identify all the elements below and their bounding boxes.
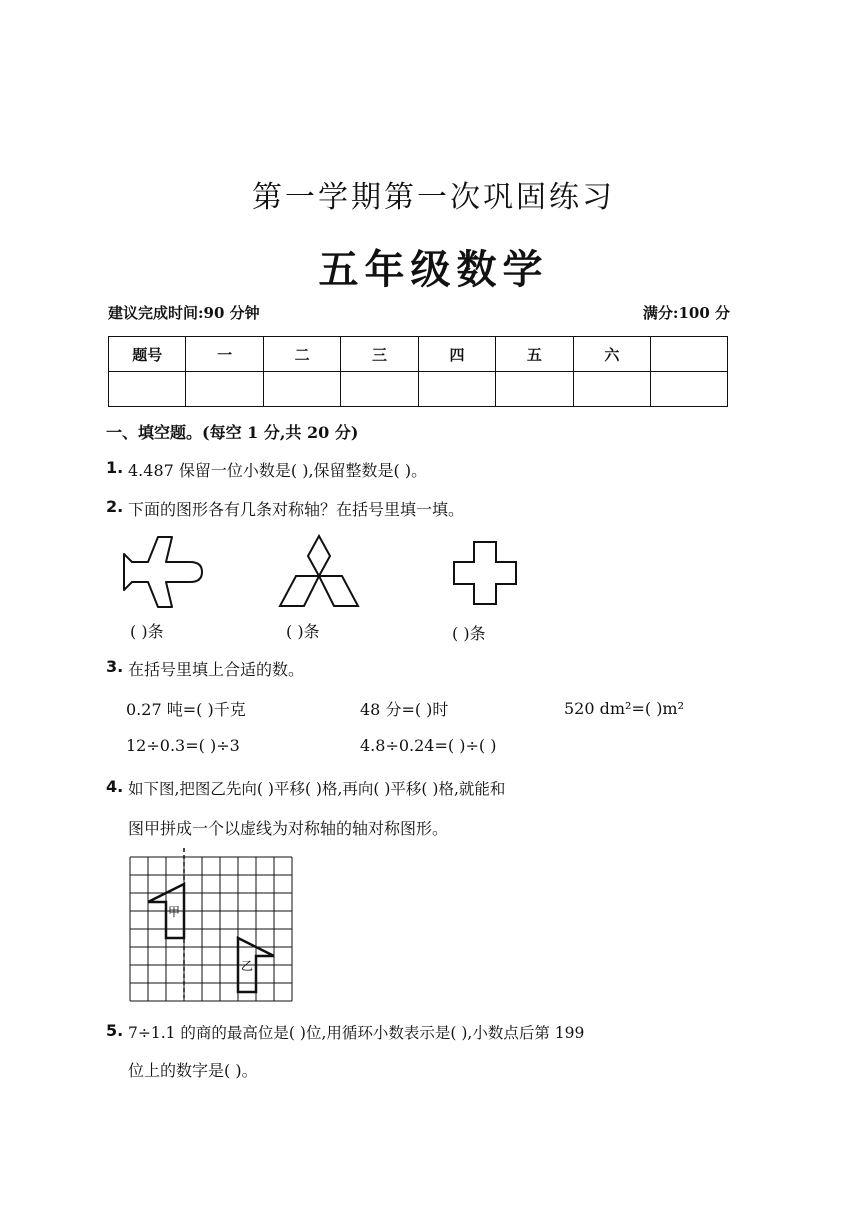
score-table-header-row xyxy=(109,337,728,372)
conversion-item[interactable]: 12÷0.3=( )÷3 xyxy=(126,736,240,755)
full-score: 满分:100 分 xyxy=(642,304,730,322)
suggested-time: 建议完成时间:90 分钟 xyxy=(108,304,260,322)
page-title: 第一学期第一次巩固练习 xyxy=(252,180,615,215)
score-cell[interactable] xyxy=(418,372,495,407)
question-number: 5. xyxy=(106,1021,124,1040)
axis-count-blank-2[interactable]: ( )条 xyxy=(286,622,320,641)
question-5-line-1: 7÷1.1 的商的最高位是( )位,用循环小数表示是( ),小数点后第 199 xyxy=(128,1024,585,1042)
score-table-header: 五 xyxy=(496,337,573,372)
three-diamond-figure xyxy=(276,534,362,610)
score-cell[interactable] xyxy=(496,372,573,407)
score-table-score-row xyxy=(109,372,728,407)
score-table xyxy=(108,336,728,407)
score-table-header xyxy=(651,337,728,372)
score-cell[interactable] xyxy=(109,372,186,407)
question-number: 2. xyxy=(106,497,124,516)
label-yi: 乙 xyxy=(241,959,254,973)
question-5-line-2: 位上的数字是( )。 xyxy=(128,1061,258,1080)
question-number: 4. xyxy=(106,777,124,796)
conversion-item[interactable]: 48 分=( )时 xyxy=(360,700,449,719)
translation-grid xyxy=(128,856,296,1000)
cross-figure xyxy=(452,540,518,606)
page-subtitle: 五年级数学 xyxy=(318,247,549,293)
axis-count-blank-1[interactable]: ( )条 xyxy=(130,622,164,641)
score-table-header: 六 xyxy=(573,337,650,372)
score-table-header: 一 xyxy=(186,337,263,372)
score-cell[interactable] xyxy=(186,372,263,407)
question-2-text: 下面的图形各有几条对称轴？在括号里填一填。 xyxy=(128,500,465,519)
conversion-item[interactable]: 4.8÷0.24=( )÷( ) xyxy=(360,736,497,755)
section-1-title: 一、填空题。(每空 1 分,共 20 分) xyxy=(106,423,359,442)
score-table-header: 题号 xyxy=(109,337,186,372)
question-number: 3. xyxy=(106,657,124,676)
label-jia: 甲 xyxy=(168,905,181,919)
score-table-header: 四 xyxy=(418,337,495,372)
score-cell[interactable] xyxy=(341,372,418,407)
question-4-line-1: 如下图,把图乙先向( )平移( )格,再向( )平移( )格,就能和 xyxy=(128,780,506,798)
airplane-figure xyxy=(120,534,210,610)
question-number: 1. xyxy=(106,458,124,477)
question-1-text: 4.487 保留一位小数是( ),保留整数是( )。 xyxy=(128,461,428,480)
conversion-item[interactable]: 520 dm²=( )m² xyxy=(564,699,685,718)
score-table-header: 二 xyxy=(263,337,340,372)
axis-count-blank-3[interactable]: ( )条 xyxy=(452,624,486,643)
score-table-header: 三 xyxy=(341,337,418,372)
score-cell[interactable] xyxy=(573,372,650,407)
score-cell[interactable] xyxy=(263,372,340,407)
question-3-text: 在括号里填上合适的数。 xyxy=(128,660,305,679)
question-4-line-2: 图甲拼成一个以虚线为对称轴的轴对称图形。 xyxy=(128,819,449,838)
conversion-item[interactable]: 0.27 吨=( )千克 xyxy=(126,700,246,719)
score-cell[interactable] xyxy=(651,372,728,407)
